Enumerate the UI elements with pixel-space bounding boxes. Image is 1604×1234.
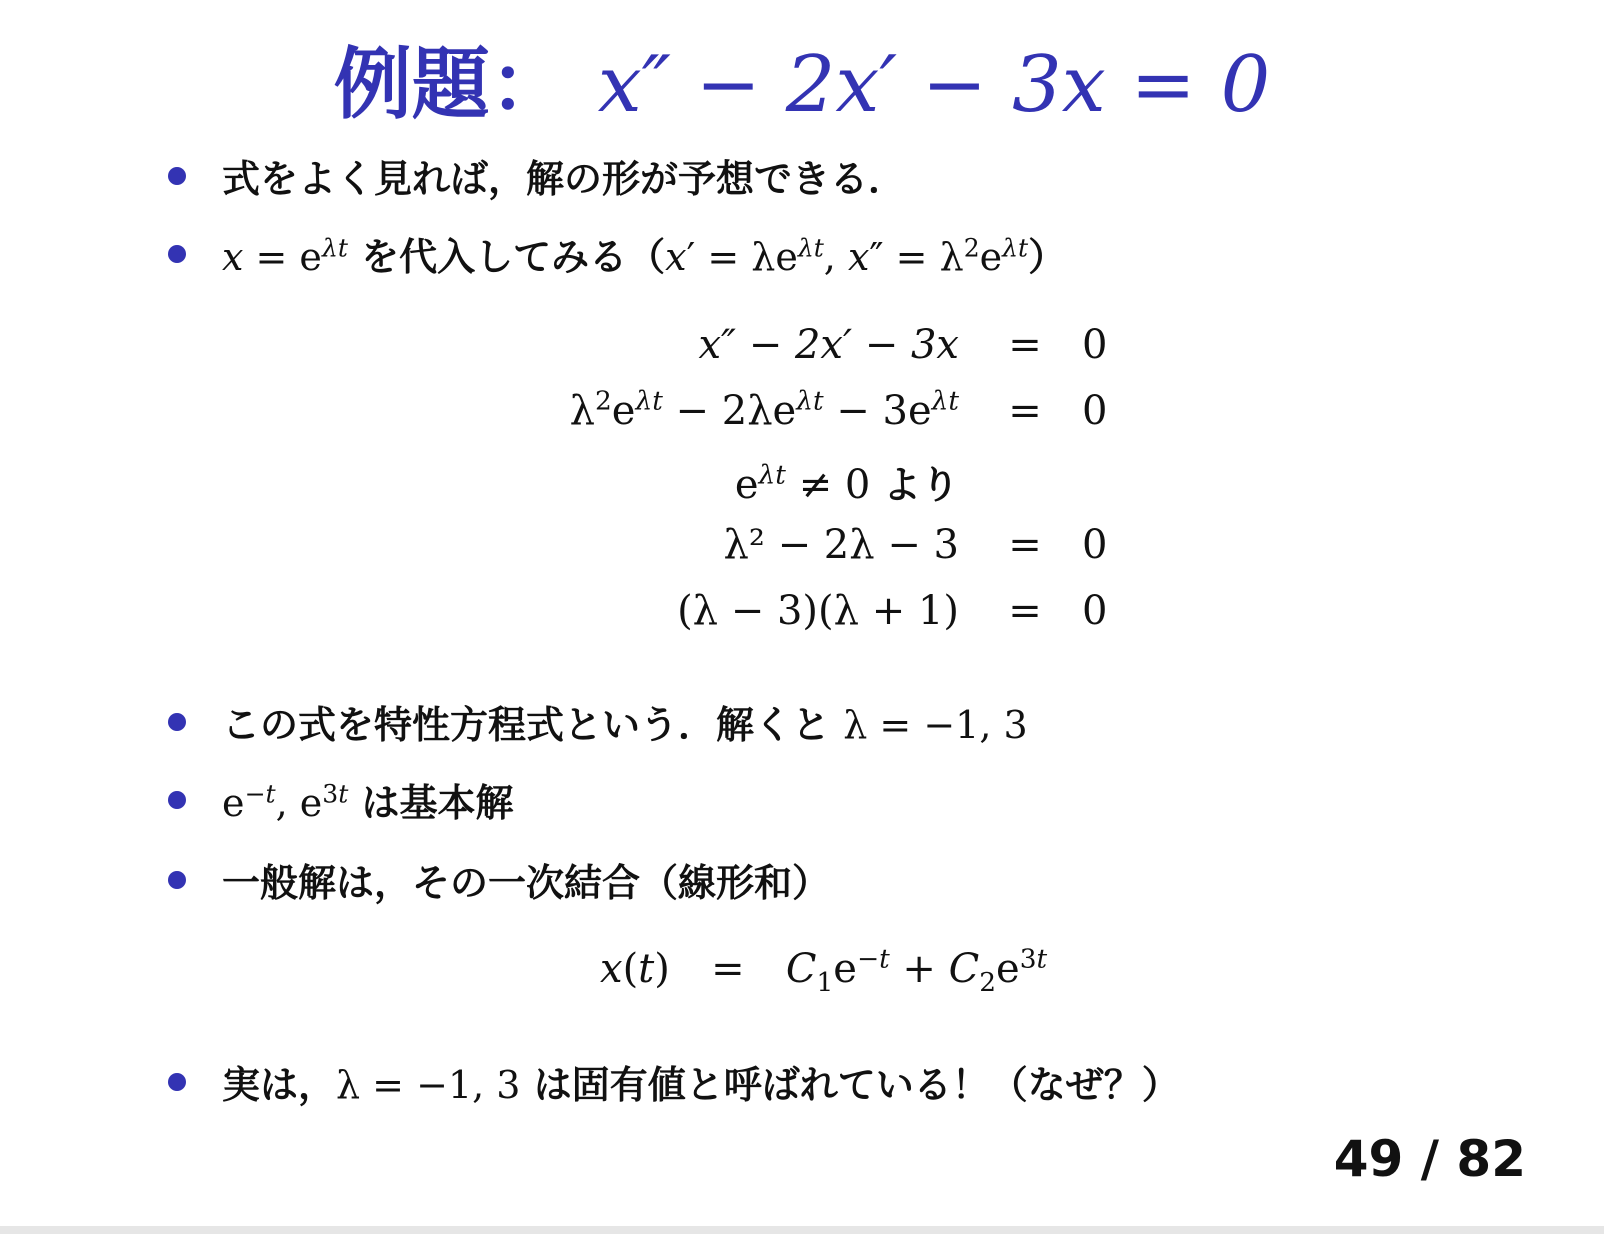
title-text: 例題： [333,40,568,130]
equation-row-2-rhs: 0 [1082,388,1108,434]
equation-row-5-lhs: (λ − 3)(λ + 1) [677,588,959,634]
bullet-2 [170,226,1066,281]
equation-row-2-lhs: $\lambda^2e^{\lambda t} - 2\lambda e^{\lambda t} - 3e^{\lambda t}$ [569,385,959,434]
bullet-1 [170,148,906,203]
bullet-3-math: λ = −1, 3 [843,703,1028,747]
fundamental-solutions-math: $e^{-t}$, $e^{3t}$ [222,779,349,825]
general-solution-equation: $x(t) = C_1e^{-t} + C_2e^{3t}$ [600,943,1048,998]
bullet-3 [170,694,1028,749]
equation-row-4-lhs: λ² − 2λ − 3 [723,522,959,568]
bullet-2-close: ） [1028,235,1067,279]
bullet-5 [170,852,830,907]
bullet-5-text: 一般解は，その一次結合（線形和） [222,861,831,905]
equation-row-1-lhs: x″ − 2x′ − 3x [698,322,959,368]
bullet-4 [170,772,514,827]
bullet-4-text: は基本解 [361,781,514,825]
bullet-6-math: λ = −1, 3 [336,1063,521,1107]
page-number: 49 / 82 [1333,1130,1526,1188]
substitution-math: $x = e^{\lambda t}$ [222,233,348,279]
equation-row-2-rel: = [1008,388,1042,434]
equation-row-4-rel: = [1008,522,1042,568]
bullet-2-text: を代入してみる（ [361,235,666,279]
equation-row-5-rel: = [1008,588,1042,634]
slide-title [0,22,1604,134]
title-equation: x″ − 2x′ − 3x = 0 [597,40,1271,130]
equation-row-3-lhs: $e^{\lambda t} \ne 0$ より [734,459,959,508]
bullet-6-suffix: は固有値と呼ばれている！（なぜ？） [533,1063,1180,1107]
equation-row-3-suffix: より [882,463,959,507]
equation-row-1-rhs: 0 [1082,322,1108,368]
bullet-3-text: この式を特性方程式という．解くと [222,703,831,747]
equation-row-1-rel: = [1008,322,1042,368]
bottom-divider [0,1226,1604,1234]
equation-row-5-rhs: 0 [1082,588,1108,634]
bullet-6 [170,1054,1180,1109]
derivatives-math: $x' = \lambda e^{\lambda t}$, $x'' = \lambda^2e^{\lambda t}$ [665,233,1029,279]
bullet-6-prefix: 実は， [222,1063,337,1107]
equation-row-4-rhs: 0 [1082,522,1108,568]
bullet-1-text: 式をよく見れば，解の形が予想できる． [222,157,907,201]
